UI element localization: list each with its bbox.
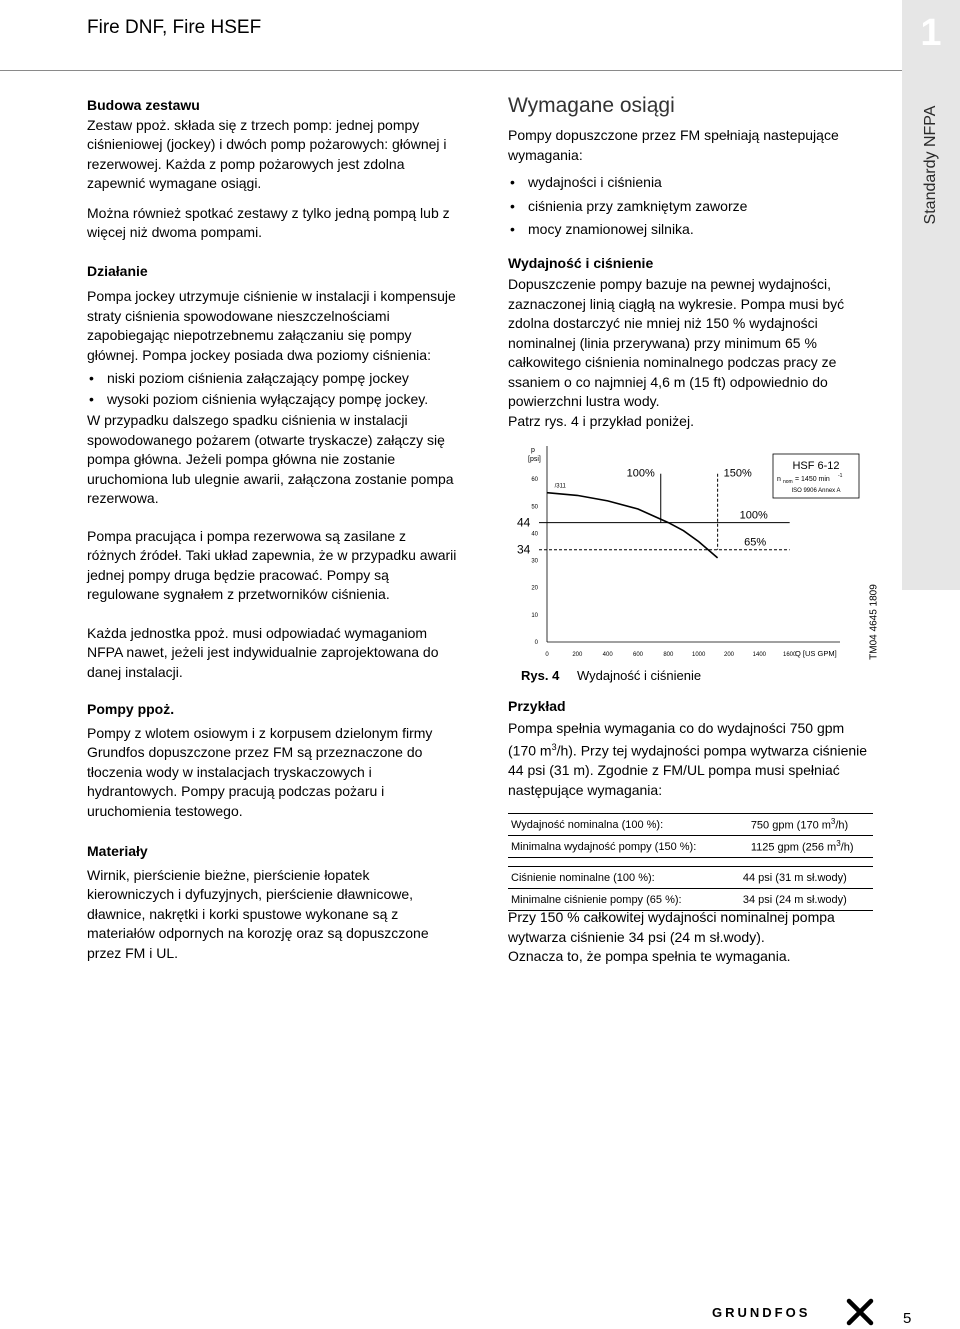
paragraph: Zestaw ppoż. składa się z trzech pomp: jednej pompy ciśnieniowej (jockey) i dwóch pomp pożarowych: głównej i rezerwowej. Każda z pomp pożarowych jest zdolna zapewnić wymagane osiągi. [87, 116, 447, 191]
table-cell-label: Ciśnienie nominalne (100 %): [508, 867, 715, 889]
q100-label: 100% [626, 467, 655, 480]
paragraph: Pompa jockey utrzymuje ciśnienie w instalacji i kompensuje straty ciśnienia spowodowane nieszczelnościami zapobiegając niepotrzebnemu załączaniu się pompy głównej. Pompa jockey posiada dwa poziomy ciśnienia: [87, 288, 456, 363]
p100-value-label: 44 [517, 515, 531, 530]
table-row [508, 814, 873, 836]
series-line [547, 493, 718, 558]
chart-svg [505, 440, 895, 662]
subsection-title: Wydajność i ciśnienie [508, 254, 654, 271]
bullet-item: • wydajności i ciśnienia [508, 173, 868, 193]
paragraph: Każda jednostka ppoż. musi odpowiadać wymaganiom NFPA nawet, jeżeli jest indywidualnie zaprojektowana do danej instalacji. [87, 624, 439, 680]
shutoff-label: /311 [554, 483, 566, 490]
table-row [508, 836, 873, 858]
paragraph: Pompa pracująca i pompa rezerwowa są zasilane z różnych źródeł. Taki układ zapewnia, że w przypadku awarii jednej pompy druga będzie pracować. Pompy są regulowane sygnałem z przetworników ciśnienia. [87, 527, 457, 602]
paragraph: Przy 150 % całkowitej wydajności nominalnej pompa wytwarza ciśnienie 34 psi (24 m sł.wody). [508, 909, 835, 945]
pressure-requirements-table [508, 866, 873, 911]
speed-subscript: nom [783, 479, 793, 485]
table-cell-value: 1125 gpm (256 $m^3/h$) [723, 836, 873, 858]
y-tick-label: 50 [531, 504, 538, 511]
section-title: Pompy ppoż. [87, 701, 175, 717]
table-cell-value: 44 psi (31 m sł.wody) [715, 867, 873, 889]
paragraph: Pompy dopuszczone przez FM spełniają nastepujące wymagania: [508, 127, 839, 163]
left-column [87, 96, 457, 963]
figure-caption-text: Wydajność i ciśnienie [576, 668, 702, 683]
section-title: Budowa zestawu [87, 97, 200, 113]
x-tick-label: 0 [545, 652, 549, 658]
table-cell-label: Minimalne ciśnienie pompy (65 %): [508, 889, 715, 911]
outro-section [508, 908, 878, 967]
side-tab-label: Standardy NFPA [922, 105, 939, 225]
paragraph: Oznacza to, że pompa spełnia te wymagania. [508, 948, 791, 964]
performance-chart [505, 440, 895, 662]
table-cell-label: Wydajność nominalna (100 %): [508, 814, 723, 836]
paragraph: Wirnik, pierścienie bieżne, pierścienie łopatek kierowniczych i dyfuzyjnych, pierścienie dławnicowe, dławnice, nakrętki i korki spustowe wykonane są z materiałów odpornych na korozję oraz są dopuszczone przez FM i UL. [87, 866, 429, 961]
speed-value: = 1450 min [795, 476, 830, 483]
bullet-item: • niski poziom ciśnienia załączający pompę jockey [87, 369, 457, 389]
p65-label: 65% [744, 536, 767, 549]
y-tick-label: 40 [531, 531, 538, 538]
paragraph: Dopuszczenie pompy bazuje na pewnej wydajności, zaznaczonej linią ciągłą na wykresie. Pompa musi być zdolna dostarczyć nie mniej niż 150 % wydajności nominalnej (linia przerywana) przy minimum 65 % całkowitego ciśnienia nominalnego podczas pracy ze ssaniem o co najmniej 4,6 m (15 ft) odpowiednio do powierzchni lustra wody. [508, 276, 845, 409]
x-tick-label: 1000 [691, 652, 706, 658]
p65-value-label: 34 [517, 542, 531, 557]
x-tick-label: 200 [723, 652, 735, 658]
grundfos-logo-text: GRUNDFOS [712, 1305, 811, 1320]
y-axis-label: p [531, 447, 535, 454]
y-tick-label: 30 [531, 558, 538, 565]
bullet-item: • mocy znamionowej silnika. [508, 220, 868, 240]
y-tick-label: 10 [531, 612, 538, 619]
paragraph: Można również spotkać zestawy z tylko jedną pompą lub z więcej niż dwoma pompami. [87, 204, 450, 240]
bullet-item: • ciśnienia przy zamkniętym zaworze [508, 197, 868, 217]
y-tick-label: 0 [534, 640, 538, 646]
speed-superscript: -1 [838, 473, 843, 479]
example-title: Przykład [508, 698, 566, 714]
y-tick-label: 20 [531, 585, 538, 592]
table-cell-label: Minimalna wydajność pompy (150 %): [508, 836, 723, 858]
x-tick-label: 600 [632, 652, 644, 658]
chapter-number: 1 [920, 12, 942, 54]
section-title: Działanie [87, 262, 148, 279]
right-column [508, 92, 868, 431]
page-header-title: Fire DNF, Fire HSEF [87, 17, 262, 38]
x-tick-label: 800 [663, 652, 674, 658]
grundfos-logo-mark-icon [846, 1298, 874, 1326]
page-number: 5 [903, 1310, 912, 1327]
standard-label: ISO 9906 Annex A [791, 488, 841, 494]
header-rule [0, 70, 902, 71]
x-tick-label: 200 [572, 652, 583, 658]
y-tick-label: 60 [531, 477, 538, 484]
example-paragraph [508, 719, 868, 801]
section-title: Materiały [87, 843, 148, 859]
y-axis-unit: [psi] [528, 456, 541, 463]
example-section [508, 697, 868, 800]
flow-requirements-table [508, 813, 873, 858]
speed-prefix: n [777, 476, 781, 483]
table-row [508, 867, 873, 889]
p100-label: 100% [739, 509, 768, 522]
x-tick-label: 1400 [752, 652, 767, 658]
paragraph: Pompy z wlotem osiowym i z korpusem dzielonym firmy Grundfos dopuszczone przez FM są przeznaczone do tłoczenia wody w instalacjach tryskaczowych i hydrantowych. Pompy pracują podczas pożaru i uruchomienia testowego. [87, 724, 433, 819]
x-tick-label: 1600 [782, 652, 797, 658]
table-cell-value: 750 gpm (170 $m^3/h$) [723, 814, 873, 836]
paragraph: W przypadku dalszego spadku ciśnienia w instalacji spowodowanego pożarem (otwarte tryskacze) załączy się pompa główna. Jeżeli pompa główna nie zostanie uruchomiona lub ulegnie awarii, załączona zostanie pompa rezerwowa. [87, 412, 454, 506]
table-cell-value: 34 psi (24 m sł.wody) [715, 889, 873, 911]
x-axis-label: Q [US GPM] [795, 649, 837, 658]
x-tick-label: 400 [602, 652, 613, 658]
figure-label: Rys. 4 [521, 668, 560, 683]
model-label: HSF 6-12 [792, 460, 840, 472]
figure-caption [521, 668, 701, 683]
example-text-a: Pompa spełnia wymagania co do wydajności 750 gpm (170 m [508, 719, 845, 759]
paragraph: Patrz rys. 4 i przykład poniżej. [508, 412, 694, 429]
example-text-b: /h). Przy tej wydajności pompa wytwarza ciśnienie 44 psi (31 m). Zgodnie z FM/UL pompa musi spełniać następujące wymagania: [508, 742, 868, 798]
superscript: 3 [551, 742, 557, 752]
q150-label: 150% [723, 467, 752, 480]
figure-code: TM04 4645 1809 [868, 584, 880, 660]
right-heading: Wymagane osiągi [508, 94, 675, 117]
bullet-item: • wysoki poziom ciśnienia wyłączający pompę jockey. [87, 390, 457, 410]
